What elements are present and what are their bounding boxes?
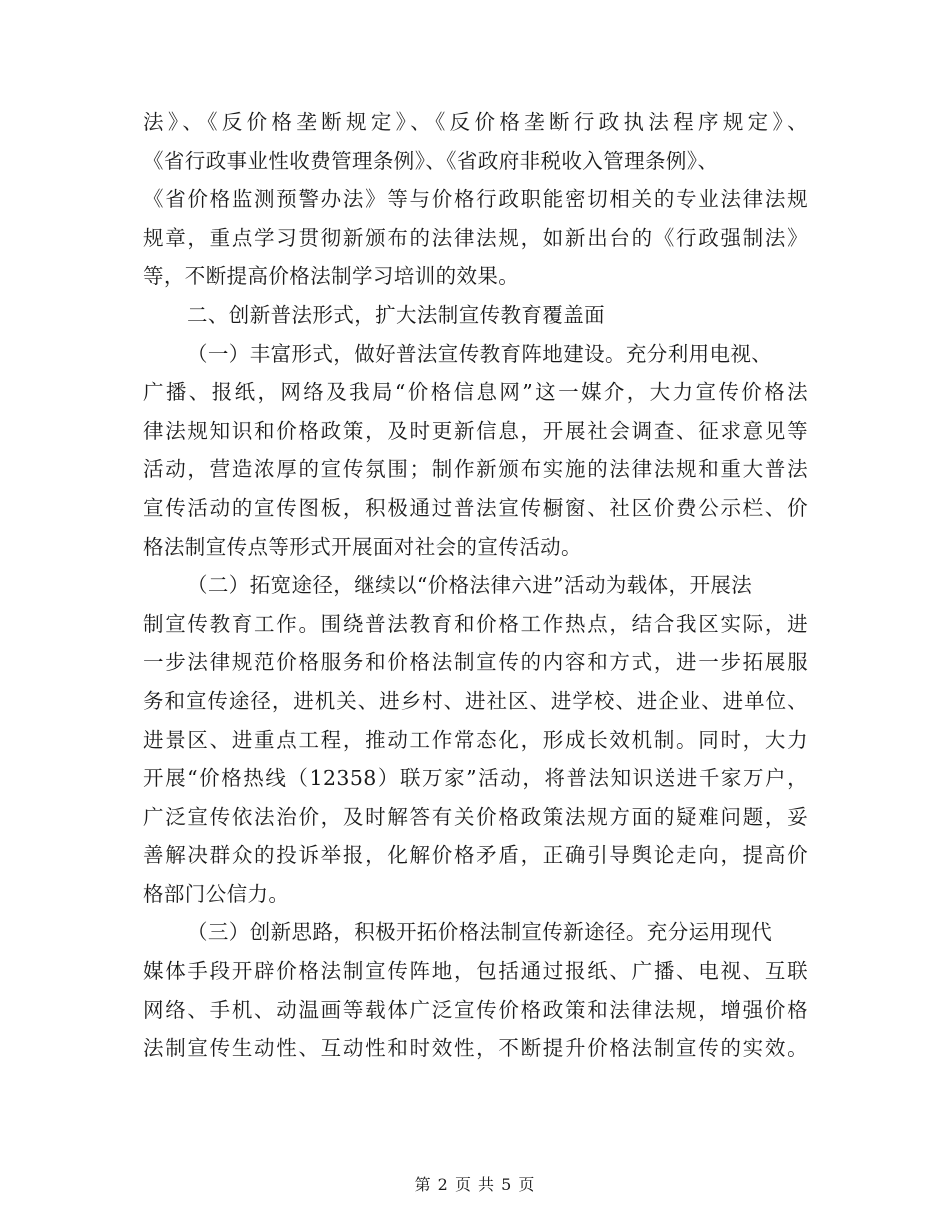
text-line: 善解决群众的投诉举报，化解价格矛盾，正确引导舆论走向，提高价 xyxy=(143,843,808,868)
text-line: 广播、报纸，网络及我局“价格信息网”这一媒介，大力宣传价格法 xyxy=(143,380,808,405)
text-line: 律法规知识和价格政策，及时更新信息，开展社会调查、征求意见等 xyxy=(143,418,808,443)
text-line: 媒体手段开辟价格法制宣传阵地，包括通过报纸、广播、电视、互联 xyxy=(143,959,808,984)
text-line: 等，不断提高价格法制学习培训的效果。 xyxy=(143,264,520,289)
text-line: 法制宣传生动性、互动性和时效性，不断提升价格法制宣传的实效。 xyxy=(143,1036,808,1061)
paragraph-first-line: （三）创新思路，积极开拓价格法制宣传新途径。充分运用现代 xyxy=(187,920,773,945)
text-line: 格部门公信力。 xyxy=(143,881,290,906)
paragraph-first-line: （一）丰富形式，做好普法宣传教育阵地建设。充分利用电视、 xyxy=(187,341,773,366)
text-line: 《省价格监测预警办法》等与价格行政职能密切相关的专业法律法规 xyxy=(143,187,808,212)
text-line: 进景区、进重点工程，推动工作常态化，形成长效机制。同时，大力 xyxy=(143,727,808,752)
text-line: 广泛宣传依法治价，及时解答有关价格政策法规方面的疑难问题，妥 xyxy=(143,804,808,829)
text-line: 法》、《反价格垄断规定》、《反价格垄断行政执法程序规定》、 xyxy=(143,110,808,134)
text-line: 网络、手机、动温画等载体广泛宣传价格政策和法律法规，增强价格 xyxy=(143,997,808,1022)
text-line: 《省行政事业性收费管理条例》、《省政府非税收入管理条例》、 xyxy=(143,148,719,173)
text-line: 活动，营造浓厚的宣传氛围；制作新颁布实施的法律法规和重大普法 xyxy=(143,457,808,482)
text-line: 开展“价格热线（12358）联万家”活动，将普法知识送进千家万户， xyxy=(143,766,808,791)
text-line: 制宣传教育工作。围绕普法教育和价格工作热点，结合我区实际，进 xyxy=(143,611,808,636)
text-line: 一步法律规范价格服务和价格法制宣传的内容和方式，进一步拓展服 xyxy=(143,650,808,675)
text-line: 规章，重点学习贯彻新颁布的法律法规，如新出台的《行政强制法》 xyxy=(143,225,808,250)
document-body xyxy=(143,103,808,1068)
text-line: 务和宣传途径，进机关、进乡村、进社区、进学校、进企业、进单位、 xyxy=(143,688,808,713)
text-line: 格法制宣传点等形式开展面对社会的宣传活动。 xyxy=(143,534,582,559)
paragraph-first-line: （二）拓宽途径，继续以“价格法律六进”活动为载体，开展法 xyxy=(187,573,753,598)
page-number-footer: 第 2 页 共 5 页 xyxy=(414,1175,536,1194)
section-heading: 二、创新普法形式，扩大法制宣传教育覆盖面 xyxy=(187,302,605,327)
text-line: 宣传活动的宣传图板，积极通过普法宣传橱窗、社区价费公示栏、价 xyxy=(143,495,808,520)
